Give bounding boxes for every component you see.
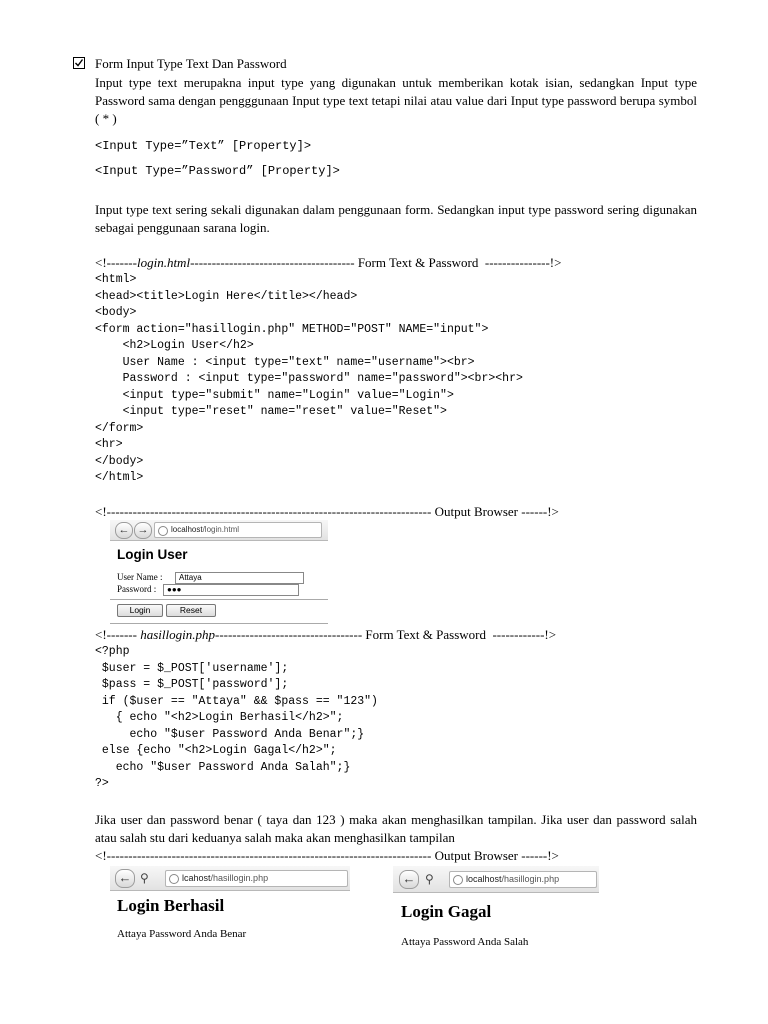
login-button[interactable]: Login (117, 604, 163, 617)
url-path: /hasillogin.php (210, 873, 269, 883)
separator-hasillogin (95, 627, 556, 643)
separator-login-html (95, 255, 561, 271)
browser-toolbar (393, 866, 599, 893)
paragraph-intro: Input type text merupakna input type yang digunakan untuk memberikan kotak isian, sedangkan Input type Password sama dengan pengggunaan Input type text tetapi nilai atau value dari Input type password berupa symbol ( * ) (95, 75, 697, 126)
globe-icon (169, 874, 179, 884)
paragraph-usage: Input type text sering sekali digunakan dalam penggunaan form. Sedangkan input type password sering digunakan sebagai penggunaan sarana login. (95, 202, 697, 235)
paragraph-result: Jika user dan password benar ( taya dan 123 ) maka akan menghasilkan tampilan. Jika user dan password salah atau salah stu dari keduanya salah maka akan menghasilkan tampilan (95, 812, 697, 845)
login-failed-heading: Login Gagal (401, 902, 492, 921)
url-path: /login.html (202, 525, 240, 534)
syntax-text: <Input Type=”Text” [Property]> (95, 139, 312, 153)
back-icon: ← (115, 522, 133, 539)
section-title: Form Input Type Text Dan Password (95, 56, 287, 71)
separator-filename: hasillogin.php (140, 627, 215, 642)
login-success-message: Attaya Password Anda Benar (117, 928, 247, 940)
key-icon: ⚲ (140, 871, 149, 885)
key-icon: ⚲ (425, 872, 434, 886)
back-icon: ← (115, 869, 135, 888)
login-failed-message: Attaya Password Anda Salah (401, 936, 529, 948)
syntax-password: <Input Type=”Password” [Property]> (95, 164, 340, 178)
browser-toolbar (110, 866, 350, 891)
page-divider (110, 623, 328, 624)
url-path: /hasillogin.php (501, 874, 560, 884)
password-input[interactable]: ●●● (163, 584, 299, 596)
url-host: lcahost (182, 873, 211, 883)
globe-icon (158, 526, 168, 536)
separator-filename: login.html (136, 255, 191, 270)
code-login-html: <html> <head><title>Login Here</title></head> <body> <form action="hasillogin.php" METHOD="POST" NAME="input"> <h2>Login User</h2> User Name : <input type="text" name="username"><br> Password : <input type="password" name="password"><br><hr> <input type="submit" name="Login" value="Login"> <input type="reset" name="reset" value="Reset"> </form> <hr> </body> </html> (95, 273, 523, 484)
checkbox-icon (73, 57, 85, 69)
browser-screenshot-failed (393, 866, 601, 956)
back-icon: ← (399, 870, 419, 889)
url-host: localhost (171, 525, 203, 534)
separator-output-2: <!--------------------------------------------------------------------------- Output Browser ------!> (95, 848, 559, 863)
password-label: Password : (117, 584, 157, 594)
login-success-heading: Login Berhasil (117, 896, 225, 915)
url-bar (154, 522, 322, 538)
login-user-heading: Login User (117, 547, 188, 562)
separator-output-1: <!--------------------------------------------------------------------------- Output Browser ------!> (95, 504, 559, 519)
forward-icon: → (134, 522, 152, 539)
username-label: User Name : (117, 572, 163, 582)
url-bar (165, 870, 348, 887)
separator-suffix: ---------------------------------- Form Text & Password ------------!> (214, 627, 557, 642)
browser-screenshot-login (110, 520, 330, 628)
url-bar (449, 871, 597, 888)
url-host: localhost (466, 874, 502, 884)
code-hasillogin-php: <?php $user = $_POST['username']; $pass = $_POST['password']; if ($user == "Attaya" && $pass == "123") { echo "<h2>Login Berhasil</h2>"; echo "$user Password Anda Benar";} else {echo "<h2>Login Gagal</h2>"; echo "$user Password Anda Salah";} ?> (95, 645, 378, 790)
username-input[interactable]: Attaya (175, 572, 304, 584)
separator-prefix: <!------- (95, 627, 141, 642)
browser-toolbar (110, 520, 328, 541)
separator-prefix: <!------- (95, 255, 137, 270)
globe-icon (453, 875, 463, 885)
separator-suffix: -------------------------------------- Form Text & Password ---------------!> (190, 255, 562, 270)
reset-button[interactable]: Reset (166, 604, 216, 617)
form-divider (110, 599, 328, 600)
browser-screenshot-success (110, 866, 352, 946)
